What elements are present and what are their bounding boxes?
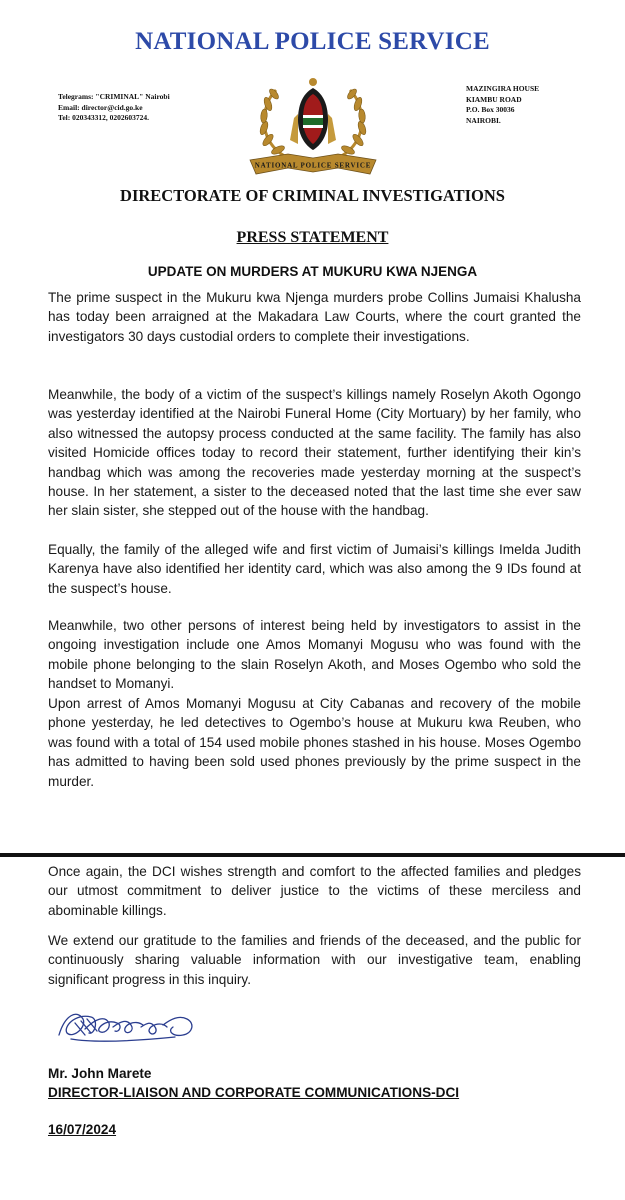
organization-title: NATIONAL POLICE SERVICE xyxy=(135,28,490,55)
paragraph: Equally, the family of the alleged wife and first victim of Jumaisi’s killings Imelda Judith Karenya have also identified her identity card, which was also among the 9 IDs found at the suspect’s house. xyxy=(48,542,581,596)
contact-details-right xyxy=(466,84,596,126)
phone-line: Tel: 020343312, 0202603724. xyxy=(58,113,149,122)
telegrams-line: Telegrams: "CRIMINAL" Nairobi xyxy=(58,92,170,101)
paragraph: Meanwhile, the body of a victim of the suspect’s killings namely Roselyn Akoth Ogongo was yesterday identified at the Nairobi Funeral Home (City Mortuary) by her family, who also witnessed the autopsy process conducted at the same facility. The family has also visited Homicide offices today to record their statement, further identifying their kin’s handbag which was among the recoveries made yesterday morning at the suspect’s house. In her statement, a sister to the deceased noted that the last time she ever saw her slain sister, she stepped out of the house with the handbag. xyxy=(48,387,581,519)
handwritten-signature xyxy=(55,1005,205,1050)
paragraph: Upon arrest of Amos Momanyi Mogusu at City Cabanas and recovery of the mobile phone yesterday, he led detectives to Ogembo’s house at Mukuru kwa Reuben, who was found with a total of 154 used mobile phones stashed in his house. Moses Ogembo has admitted to having been sold used phones previously by the prime suspect in the murder. xyxy=(48,696,581,789)
address-line: MAZINGIRA HOUSE xyxy=(466,84,540,93)
address-line: P.O. Box 30036 xyxy=(466,105,515,114)
paragraph: We extend our gratitude to the families and friends of the deceased, and the public for continuously sharing valuable information with our investigative team, enabling significant progress in this inquiry. xyxy=(48,933,581,987)
paragraph: Meanwhile, two other persons of interest being held by investigators to assist in the ongoing investigation include one Amos Momanyi Mogusu who was found with the mobile phone belonging to the slain Roselyn Akoth, and Moses Ogembo who sold the handset to Momanyi. xyxy=(48,618,581,692)
directorate-heading: DIRECTORATE OF CRIMINAL INVESTIGATIONS xyxy=(120,186,505,205)
svg-text:NATIONAL POLICE SERVICE: NATIONAL POLICE SERVICE xyxy=(254,161,372,170)
police-emblem-icon xyxy=(228,70,398,182)
statement-date: 16/07/2024 xyxy=(48,1122,117,1137)
signatory-name: Mr. John Marete xyxy=(48,1066,152,1081)
paragraph: The prime suspect in the Mukuru kwa Njenga murders probe Collins Jumaisi Khalusha has today been arraigned at the Makadara Law Courts, where the court granted the investigators 30 days custodial orders to complete their investigations. xyxy=(48,290,581,344)
page-divider xyxy=(0,853,625,857)
press-statement-label: PRESS STATEMENT xyxy=(236,229,389,246)
email-line: Email: director@cid.go.ke xyxy=(58,102,143,112)
address-line: NAIROBI. xyxy=(466,115,501,125)
statement-headline: UPDATE ON MURDERS AT MUKURU KWA NJENGA xyxy=(147,264,478,279)
contact-details-left xyxy=(58,92,248,124)
signatory-title: DIRECTOR-LIAISON AND CORPORATE COMMUNICATIONS-DCI xyxy=(48,1085,460,1100)
address-line: KIAMBU ROAD xyxy=(466,94,522,104)
paragraph: Once again, the DCI wishes strength and comfort to the affected families and pledges our utmost commitment to deliver justice to the victims of these merciless and abominable killings. xyxy=(48,864,581,918)
